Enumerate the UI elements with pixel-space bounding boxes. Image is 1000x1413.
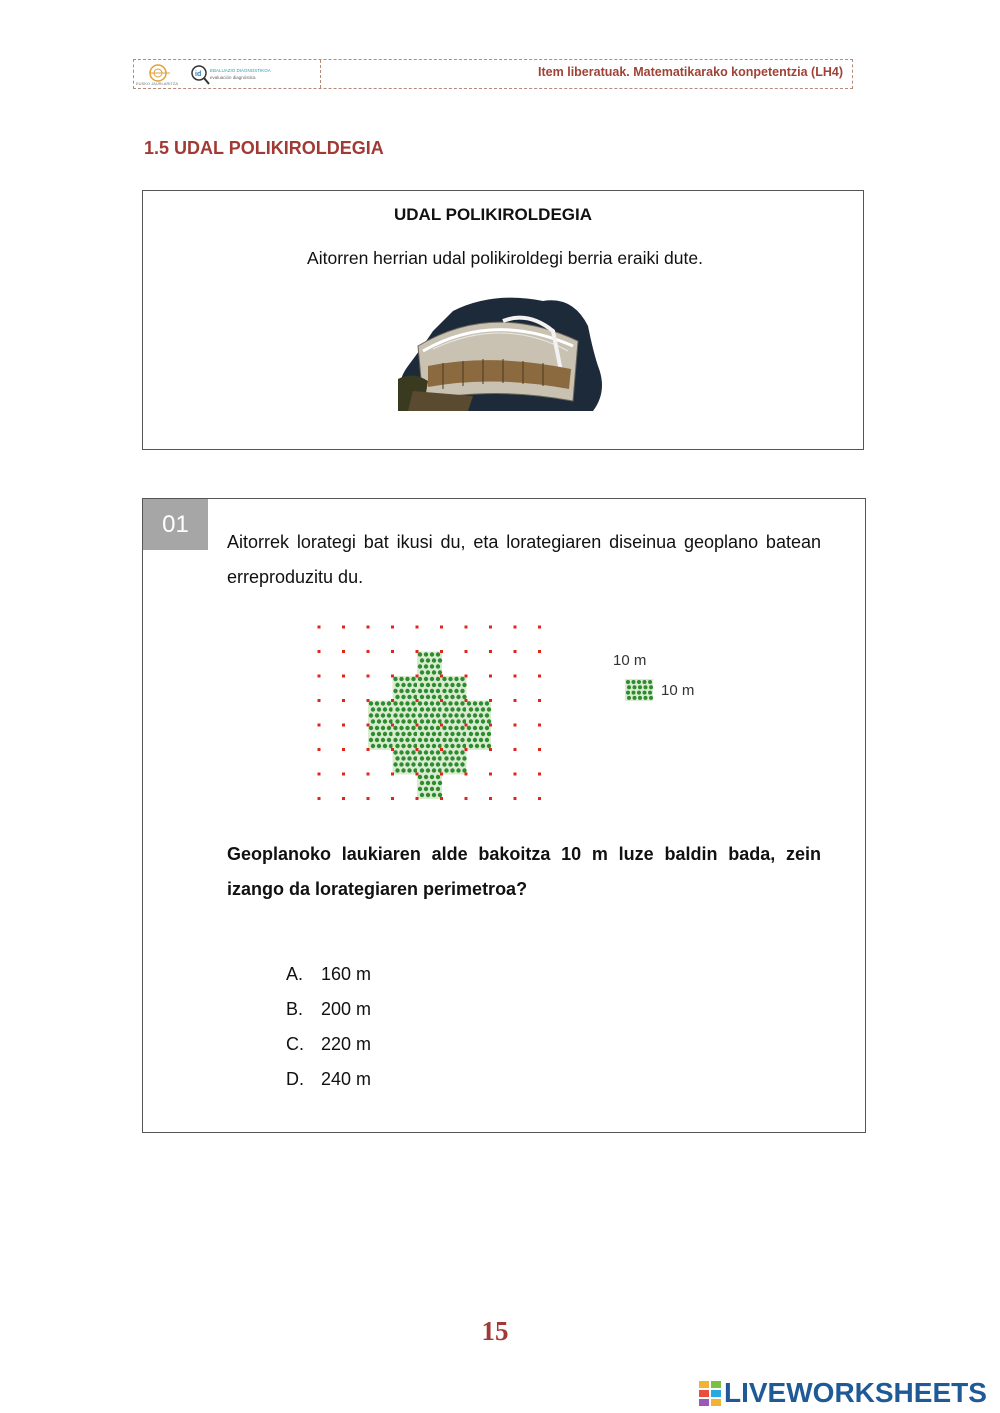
geoboard-dot [489,773,492,776]
logo-text-line1: EBALUAZIO DIAGNOSTIKOA [210,68,271,73]
header-title: Item liberatuak. Matematikarako konpetentzia (LH4) [538,65,843,79]
geoboard-dot [391,724,394,727]
legend-side-label-right: 10 m [661,682,695,699]
geoboard-dot [342,650,345,653]
geoboard-dot [538,650,541,653]
geoboard-dot [514,650,517,653]
garden-cell [417,676,442,701]
geoboard-dot [391,675,394,678]
geoboard-dot [416,626,419,629]
geoboard-dot [465,650,468,653]
ebaluazio-diagnostikoa-logo-icon [189,63,271,87]
option-a[interactable] [286,957,371,992]
geoboard-dot [514,626,517,629]
garden-cell [417,725,442,750]
liveworksheets-text: LIVEWORKSHEETS [724,1377,987,1408]
geoboard-dot [465,773,468,776]
garden-cell [368,701,393,726]
geoboard-dot [416,699,419,702]
geoboard-dot [367,724,370,727]
geoboard-dot [367,797,370,800]
question-text: Aitorrek lorategi bat ikusi du, eta lorategiaren diseinua geoplano batean erreproduzitu du. [227,532,821,587]
geoboard-dot [440,699,443,702]
scale-legend [613,649,723,709]
geoboard-dot [367,675,370,678]
option-text: 240 m [321,1069,372,1089]
geoboard-dot [514,797,517,800]
garden-cell [368,725,393,750]
header-divider [320,60,321,88]
page-header [133,59,853,89]
garden-cell [417,750,442,775]
geoboard-dot [538,797,541,800]
geoboard-dot [367,773,370,776]
geoboard-dot [514,724,517,727]
geoboard-dot [318,626,321,629]
intro-heading: UDAL POLIKIROLDEGIA [393,205,593,224]
question-box [142,498,866,1133]
geoboard-dot [465,675,468,678]
geoboard-dot [416,724,419,727]
geoboard-dot [318,748,321,751]
geoboard-dot [514,675,517,678]
geoboard-dot [318,724,321,727]
geoboard-dot [391,748,394,751]
logo-caption: EUSKO JAURLARITZA [136,81,179,86]
geoboard-dot [440,626,443,629]
option-c[interactable] [286,1027,371,1062]
geoboard-dot [318,650,321,653]
option-d[interactable] [286,1062,371,1097]
intro-box [142,190,864,450]
geoboard-dot [489,748,492,751]
geoboard-dot [440,650,443,653]
geoboard-dot [440,773,443,776]
geoboard-dot [318,773,321,776]
liveworksheets-grid-icon [698,1379,722,1407]
geoboard-dot [367,650,370,653]
garden-cell [417,774,442,799]
geoboard-dot [538,748,541,751]
geoboard-dot [318,699,321,702]
garden-cell [466,701,491,726]
logo-text-line2: evaluación diagnóstica [210,75,256,80]
geoboard-dot [538,724,541,727]
garden-cell [417,652,442,677]
option-text: 200 m [321,999,372,1019]
geoboard-dot [318,797,321,800]
geoboard-dot [391,797,394,800]
geoboard-dot [465,724,468,727]
stadium-illustration-icon [393,291,608,416]
garden-cell [393,725,418,750]
geoboard-dot [391,699,394,702]
geoboard-dot [440,748,443,751]
geoboard-dot [367,748,370,751]
geoboard-dot [465,699,468,702]
geoboard-dot [440,675,443,678]
garden-cell [393,701,418,726]
geoboard-dot [538,675,541,678]
geoboard-dot [514,699,517,702]
geoboard-dot [514,748,517,751]
geoboard-dot [391,773,394,776]
page-number: 15 [481,1316,509,1346]
geoboard-dot [391,626,394,629]
option-letter: C. [286,1034,304,1054]
geoboard-dot [367,699,370,702]
option-letter: A. [286,964,304,984]
question-prompt: Geoplanoko laukiaren alde bakoitza 10 m luze baldin bada, zein izango da lorategiaren perimetroa? [227,844,821,899]
geoboard-dot [416,797,419,800]
geoboard-dot [489,626,492,629]
legend-square-icon [625,679,653,701]
geoboard-figure [309,619,549,819]
geoboard-dot [342,626,345,629]
geoboard-dot [538,773,541,776]
geoboard-dot [342,773,345,776]
garden-cell [442,725,467,750]
geoboard-dot [489,797,492,800]
garden-cell [442,676,467,701]
legend-side-label-top: 10 m [613,652,647,669]
geoboard-dot [367,626,370,629]
geoboard-dot [416,773,419,776]
geoboard-dot [465,797,468,800]
option-letter: B. [286,999,304,1019]
garden-cell [442,750,467,775]
geoboard-dot [342,797,345,800]
geoboard-dot [489,699,492,702]
geoboard-dot [391,650,394,653]
geoboard-dot [342,748,345,751]
garden-cell [417,701,442,726]
geoboard-dot [465,626,468,629]
geoboard-dot [489,675,492,678]
geoboard-dot [318,675,321,678]
svg-text:id: id [195,71,202,78]
option-letter: D. [286,1069,304,1089]
garden-cell [393,750,418,775]
garden-cell [393,676,418,701]
option-b[interactable] [286,992,371,1027]
geoboard-dot [440,724,443,727]
geoboard-dot [489,724,492,727]
geoboard-dot [538,699,541,702]
garden-cell [466,725,491,750]
geoboard-dot [416,650,419,653]
option-text: 160 m [321,964,372,984]
geoboard-dot [489,650,492,653]
option-text: 220 m [321,1034,372,1054]
section-title: 1.5 UDAL POLIKIROLDEGIA [144,138,384,158]
geoboard-dot [538,626,541,629]
intro-text: Aitorren herrian udal polikiroldegi berria eraiki dute. [307,248,703,268]
geoboard-dot [342,675,345,678]
garden-cell [442,701,467,726]
geoboard-dot [514,773,517,776]
answer-options [286,957,371,1097]
geoboard-dot [416,675,419,678]
geoboard-dot [440,797,443,800]
question-number: 01 [143,499,208,550]
geoboard-dot [465,748,468,751]
geoboard-dot [342,724,345,727]
geoboard-dot [342,699,345,702]
geoboard-dot [416,748,419,751]
